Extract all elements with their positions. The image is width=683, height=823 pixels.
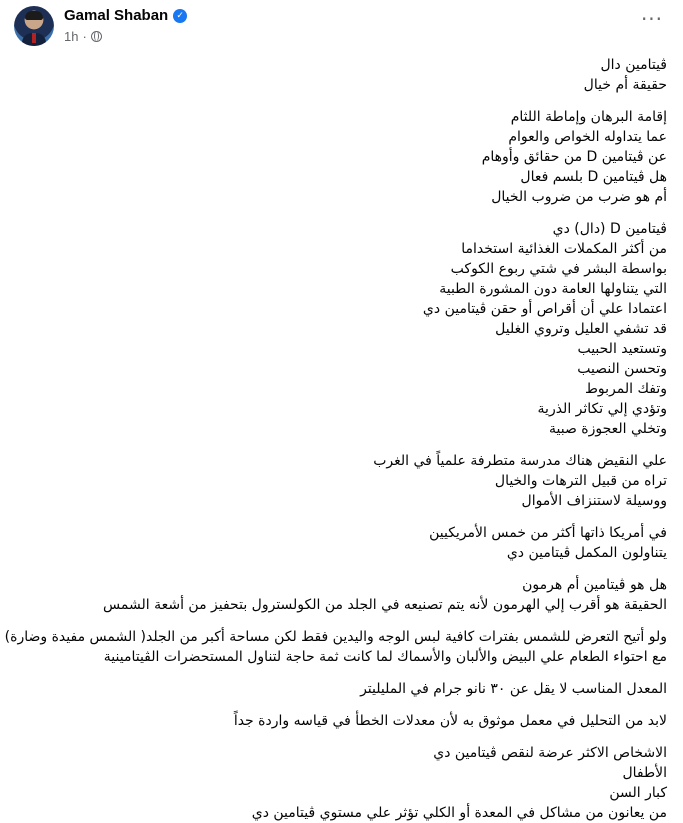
post-text-line: وتؤدي إلي تكاثر الذرية bbox=[537, 401, 667, 417]
author-row bbox=[64, 7, 187, 24]
post-text-line: علي النقيض هناك مدرسة متطرفة علمياً في الغرب bbox=[373, 453, 667, 469]
post-text-line: لابد من التحليل في معمل موثوق به لأن معدلات الخطأ في قياسه واردة جداً bbox=[233, 713, 667, 729]
post-text-line: وتستعيد الحبيب bbox=[577, 341, 667, 357]
post-text-line: من أكثر المكملات الغذائية استخداما bbox=[461, 241, 667, 257]
post-meta: 1h · bbox=[64, 29, 102, 44]
paragraph-gap bbox=[17, 667, 667, 679]
post-text-line: الاشخاص الاكثر عرضة لنقص ڤيتامين دي bbox=[433, 745, 667, 761]
avatar[interactable] bbox=[14, 6, 54, 46]
post-text-line: مع احتواء الطعام علي البيض والألبان والأسماك لما كانت ثمة حاجة لتناول المستحضرات الڤيتامينية bbox=[103, 649, 667, 665]
post-text-line: ووسيلة لاستنزاف الأموال bbox=[521, 493, 667, 509]
paragraph-gap bbox=[17, 615, 667, 627]
paragraph-gap bbox=[17, 731, 667, 743]
post-text-line: وتحسن النصيب bbox=[577, 361, 667, 377]
more-options-icon[interactable]: ··· bbox=[640, 7, 664, 31]
post-text-line: من يعانون من مشاكل في المعدة أو الكلي تؤثر علي مستوي ڤيتامين دي bbox=[251, 805, 667, 821]
post-text-line: أم هو ضرب من ضروب الخيال bbox=[491, 189, 667, 205]
post-text-line: قد تشفي العليل وتروي الغليل bbox=[495, 321, 667, 337]
paragraph-gap bbox=[17, 563, 667, 575]
post-text-line: هل هو ڤيتامين أم هرمون bbox=[522, 577, 667, 593]
post-text-line: بواسطة البشر في شتي ربوع الكوكب bbox=[450, 261, 667, 277]
post-text-line: يتناولون المكمل ڤيتامين دي bbox=[506, 545, 667, 561]
post-text-line: عما يتداوله الخواص والعوام bbox=[508, 129, 667, 145]
post-text-line: هل ڤيتامين D بلسم فعال bbox=[520, 169, 667, 185]
paragraph-gap bbox=[17, 95, 667, 107]
verified-badge-icon: ✓ bbox=[173, 9, 187, 23]
post-text-line: كبار السن bbox=[609, 785, 667, 801]
paragraph-gap bbox=[17, 207, 667, 219]
post-text-line: ڤيتامين دال bbox=[600, 57, 667, 73]
post-text-line: عن ڤيتامين D من حقائق وأوهام bbox=[481, 149, 667, 165]
post-text-line: المعدل المناسب لا يقل عن ٣٠ نانو جرام في المليليتر bbox=[360, 681, 667, 697]
paragraph-gap bbox=[17, 439, 667, 451]
post-text-line: ڤيتامين D (دال) دي bbox=[552, 221, 667, 237]
post-text-line: وتخلي العجوزة صبية bbox=[548, 421, 667, 437]
post-text-line: تراه من قبيل الترهات والخيال bbox=[494, 473, 667, 489]
paragraph-gap bbox=[17, 511, 667, 523]
post-text-line: التي يتناولها العامة دون المشورة الطبية bbox=[439, 281, 667, 297]
post-text-line: الحقيقة هو أقرب إلي الهرمون لأنه يتم تصنيعه في الجلد من الكولسترول بتحفيز من أشعة الشمس bbox=[103, 597, 667, 613]
author-name[interactable]: Gamal Shaban bbox=[64, 7, 169, 24]
post-timestamp[interactable]: 1h bbox=[64, 29, 79, 44]
post-text-line: الأطفال bbox=[622, 765, 667, 781]
post-text-line: إقامة البرهان وإماطة اللثام bbox=[510, 109, 667, 125]
post-body bbox=[4, 55, 667, 823]
post-text-line: اعتمادا علي أن أقراص أو حقن ڤيتامين دي bbox=[422, 301, 667, 317]
paragraph-gap bbox=[17, 699, 667, 711]
post-header bbox=[14, 6, 674, 50]
post-text-line: في أمريكا ذاتها أكثر من خمس الأمريكيين bbox=[429, 525, 667, 541]
post-text-line: وتفك المربوط bbox=[584, 381, 667, 397]
post-text-line: حقيقة أم خيال bbox=[583, 77, 667, 93]
globe-icon bbox=[91, 31, 102, 42]
post-text-line: ولو أتيح التعرض للشمس بفترات كافية لبس الوجه واليدين فقط لكن مساحة أكبر من الجلد( الشمس مفيدة وضارة) bbox=[4, 629, 667, 645]
